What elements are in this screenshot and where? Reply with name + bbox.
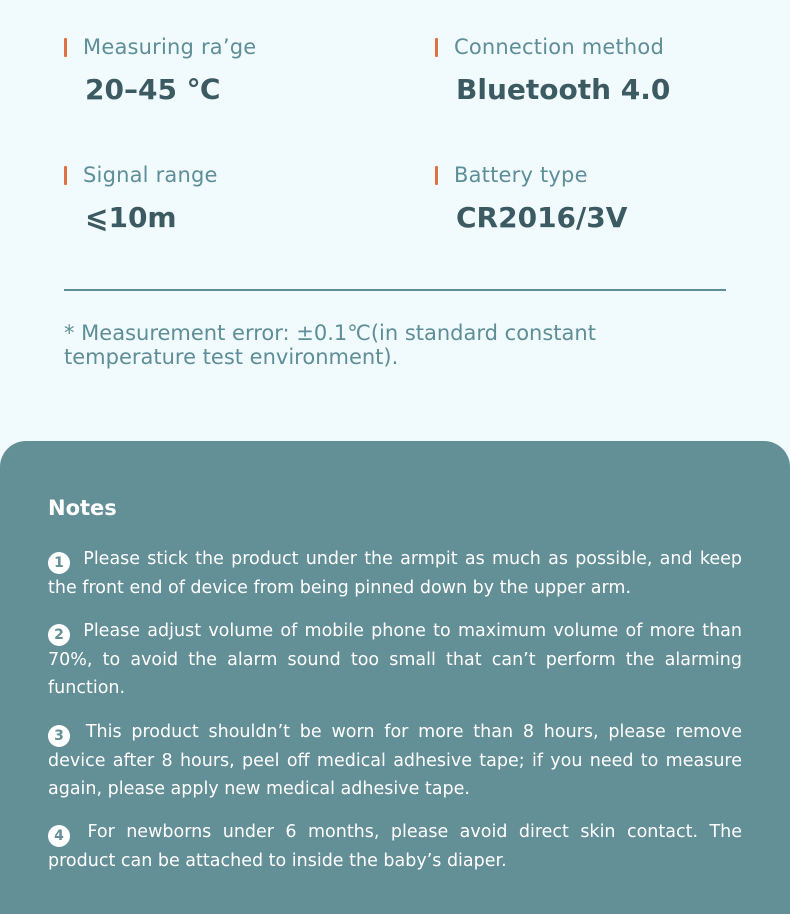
spec-label: Connection method bbox=[454, 35, 664, 59]
spec-label: Measuring ra’ge bbox=[83, 35, 257, 59]
note-item bbox=[48, 545, 742, 602]
spec-measuring-range bbox=[64, 34, 257, 106]
accent-bar bbox=[435, 166, 438, 185]
accent-bar bbox=[64, 38, 67, 57]
number-badge-icon: 2 bbox=[48, 624, 70, 646]
divider bbox=[64, 289, 726, 291]
note-text: Please stick the product under the armpit as much as possible, and keep the front end of device from being pinned down by the upper arm. bbox=[48, 549, 742, 598]
spec-value: CR2016/3V bbox=[456, 201, 628, 234]
number-badge-icon: 4 bbox=[48, 825, 70, 847]
spec-connection-method bbox=[435, 34, 671, 106]
note-item bbox=[48, 617, 742, 702]
accent-bar bbox=[435, 38, 438, 57]
note-item bbox=[48, 718, 742, 803]
note-text: For newborns under 6 months, please avoid direct skin contact. The product can be attached to inside the baby’s diaper. bbox=[48, 822, 742, 871]
specifications-section bbox=[0, 0, 790, 440]
spec-label: Signal range bbox=[83, 163, 218, 187]
spec-value: Bluetooth 4.0 bbox=[456, 73, 671, 106]
note-item bbox=[48, 818, 742, 875]
notes-panel bbox=[0, 441, 790, 914]
accent-bar bbox=[64, 166, 67, 185]
spec-signal-range bbox=[64, 162, 218, 234]
number-badge-icon: 3 bbox=[48, 725, 70, 747]
measurement-error-footnote: * Measurement error: ±0.1℃(in standard constant temperature test environment). bbox=[64, 321, 596, 369]
notes-title: Notes bbox=[48, 496, 117, 520]
number-badge-icon: 1 bbox=[48, 552, 70, 574]
spec-label: Battery type bbox=[454, 163, 588, 187]
spec-value: ⩽10m bbox=[85, 201, 177, 234]
note-text: Please adjust volume of mobile phone to maximum volume of more than 70%, to avoid the alarm sound too small that can’t perform the alarming function. bbox=[48, 621, 742, 698]
spec-battery-type bbox=[435, 162, 628, 234]
note-text: This product shouldn’t be worn for more than 8 hours, please remove device after 8 hours, peel off medical adhesive tape; if you need to measure again, please apply new medical adhesive tape. bbox=[48, 722, 742, 799]
spec-value: 20–45 ℃ bbox=[85, 73, 221, 106]
